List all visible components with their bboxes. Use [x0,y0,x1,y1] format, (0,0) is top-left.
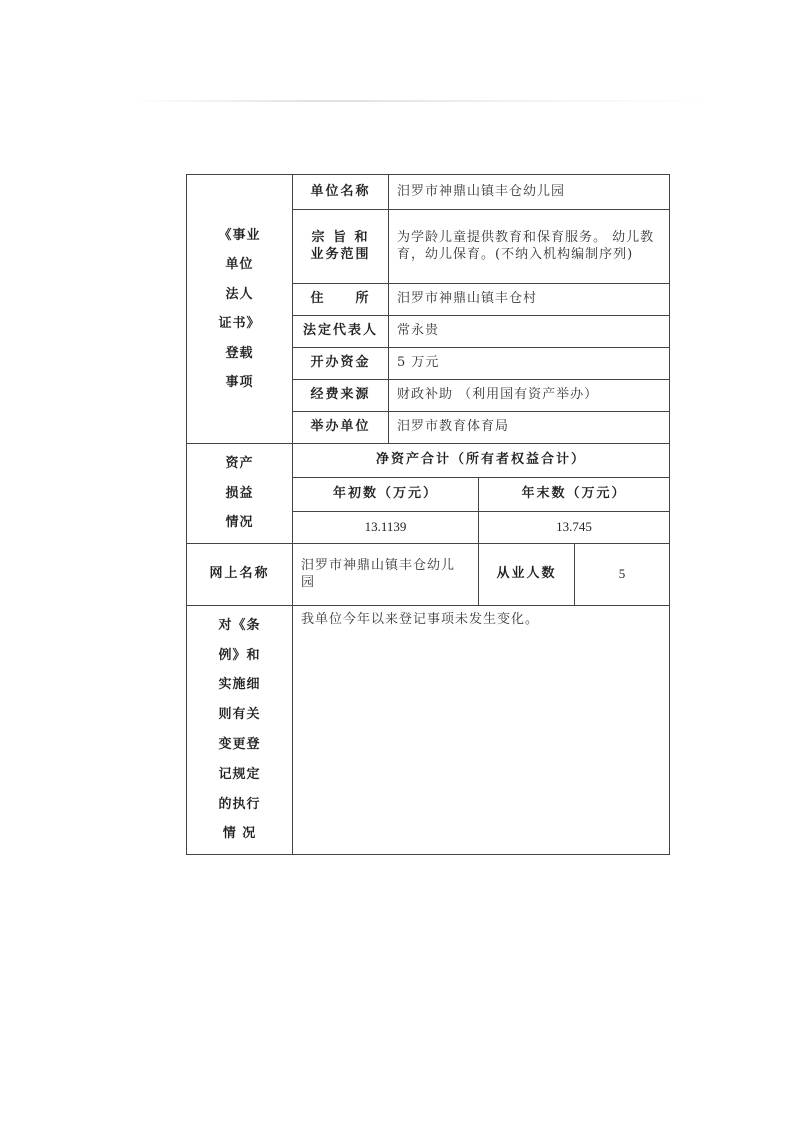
net-assets-header: 净资产合计（所有者权益合计） [293,444,670,478]
address-value: 汨罗市神鼎山镇丰仓村 [389,284,670,316]
unit-name-value: 汨罗市神鼎山镇丰仓幼儿园 [389,175,670,210]
purpose-value-line: 育，幼儿保育。(不纳入机构编制序列) [397,246,634,262]
side-label-line: 则有关 [218,707,261,723]
unit-name-label: 单位名称 [293,175,389,210]
side-label-line: 情况 [225,515,254,531]
start-of-year-value: 13.1139 [293,512,479,544]
purpose-label-line: 宗 旨 和 [311,229,370,245]
side-label-line: 资产 [225,456,254,472]
side-label-line: 的执行 [218,796,261,812]
capital-value: 5 万元 [389,348,670,380]
sponsor-label: 举办单位 [293,412,389,444]
legal-rep-value: 常永贵 [389,316,670,348]
end-of-year-header: 年末数（万元） [479,478,670,512]
address-label: 住 所 [293,284,389,316]
funding-source-value: 财政补助 （利用国有资产举办） [389,380,670,412]
side-label-line: 例》和 [218,647,261,663]
start-of-year-header: 年初数（万元） [293,478,479,512]
side-label-line: 证书》 [218,316,261,331]
registration-section-label [187,175,293,444]
purpose-scope-value [389,210,670,284]
online-name-line: 园 [301,574,316,590]
sponsor-value: 汨罗市教育体育局 [389,412,670,444]
side-label-line: 情 况 [222,826,257,842]
purpose-value-line: 为学龄儿童提供教育和保育服务。 幼儿教 [397,229,655,245]
staff-count-value: 5 [575,544,670,606]
side-label-line: 记规定 [218,766,261,782]
side-label-line: 法人 [225,286,254,302]
assets-section-label [187,444,293,544]
side-label-line: 损益 [225,485,254,501]
side-label-line: 实施细 [218,677,261,693]
staff-count-label: 从业人数 [479,544,575,606]
purpose-label-line: 业务范围 [310,246,371,262]
side-label-line: 变更登 [218,737,261,752]
compliance-text: 我单位今年以来登记事项未发生变化。 [293,606,670,855]
side-label-line: 登载 [225,345,254,361]
side-label-line: 单位 [225,257,254,272]
legal-rep-label: 法定代表人 [293,316,389,348]
side-label-line: 对《条 [218,617,261,633]
funding-source-label: 经费来源 [293,380,389,412]
capital-label: 开办资金 [293,348,389,380]
online-name-value [293,544,479,606]
online-name-line: 汨罗市神鼎山镇丰仓幼儿 [301,557,456,573]
purpose-scope-label [293,210,389,284]
compliance-section-label [187,606,293,855]
side-label-line: 事项 [225,375,254,390]
online-name-label: 网上名称 [187,544,293,606]
registration-report-table [186,174,670,855]
side-label-line: 《事业 [218,227,261,243]
scan-artifact-line [130,100,715,102]
end-of-year-value: 13.745 [479,512,670,544]
